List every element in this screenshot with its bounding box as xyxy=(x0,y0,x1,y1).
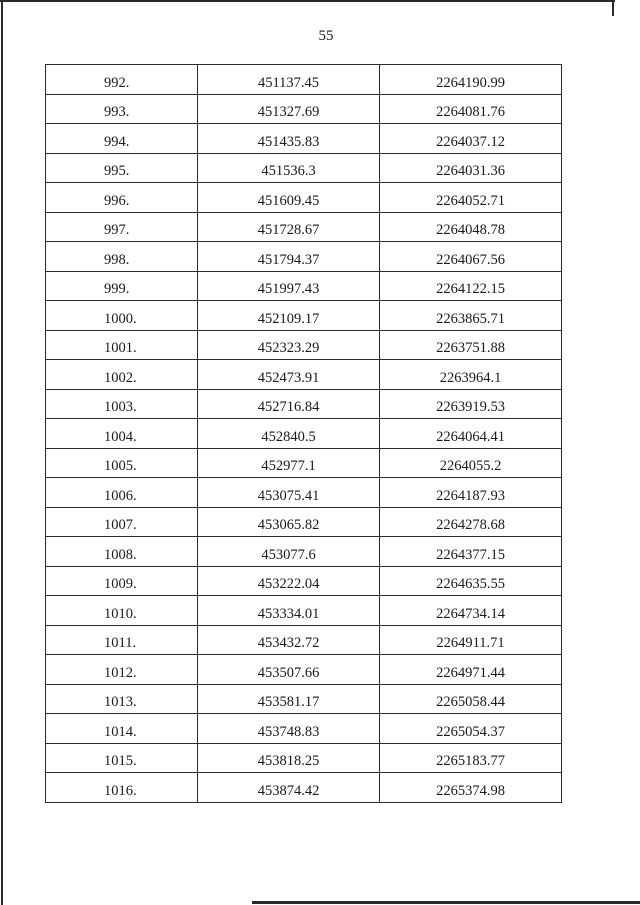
x-coordinate-cell: 453748.83 xyxy=(198,714,380,744)
x-coordinate-cell: 452323.29 xyxy=(198,330,380,360)
y-coordinate-cell: 2264064.41 xyxy=(380,419,562,449)
table-row xyxy=(46,65,562,95)
point-number-cell: 997. xyxy=(46,212,198,242)
x-coordinate-cell: 452109.17 xyxy=(198,301,380,331)
table-row xyxy=(46,537,562,567)
y-coordinate-cell: 2263964.1 xyxy=(380,360,562,390)
point-number-cell: 1015. xyxy=(46,743,198,773)
table-row xyxy=(46,183,562,213)
table-row xyxy=(46,507,562,537)
y-coordinate-cell: 2264081.76 xyxy=(380,94,562,124)
scan-edge-top xyxy=(0,0,615,2)
x-coordinate-cell: 451536.3 xyxy=(198,153,380,183)
y-coordinate-cell: 2264971.44 xyxy=(380,655,562,685)
y-coordinate-cell: 2265058.44 xyxy=(380,684,562,714)
y-coordinate-cell: 2264377.15 xyxy=(380,537,562,567)
x-coordinate-cell: 453581.17 xyxy=(198,684,380,714)
point-number-cell: 992. xyxy=(46,65,198,95)
page-number: 55 xyxy=(318,28,334,44)
point-number-cell: 1010. xyxy=(46,596,198,626)
y-coordinate-cell: 2265054.37 xyxy=(380,714,562,744)
x-coordinate-cell: 451997.43 xyxy=(198,271,380,301)
table-row xyxy=(46,478,562,508)
y-coordinate-cell: 2264122.15 xyxy=(380,271,562,301)
point-number-cell: 1013. xyxy=(46,684,198,714)
point-number-cell: 1005. xyxy=(46,448,198,478)
point-number-cell: 996. xyxy=(46,183,198,213)
y-coordinate-cell: 2264031.36 xyxy=(380,153,562,183)
y-coordinate-cell: 2264048.78 xyxy=(380,212,562,242)
x-coordinate-cell: 453874.42 xyxy=(198,773,380,803)
x-coordinate-cell: 452977.1 xyxy=(198,448,380,478)
x-coordinate-cell: 453222.04 xyxy=(198,566,380,596)
table-row xyxy=(46,773,562,803)
table-row xyxy=(46,655,562,685)
y-coordinate-cell: 2264278.68 xyxy=(380,507,562,537)
x-coordinate-cell: 453507.66 xyxy=(198,655,380,685)
x-coordinate-cell: 452840.5 xyxy=(198,419,380,449)
x-coordinate-cell: 451728.67 xyxy=(198,212,380,242)
table-row xyxy=(46,684,562,714)
x-coordinate-cell: 451327.69 xyxy=(198,94,380,124)
point-number-cell: 1007. xyxy=(46,507,198,537)
table-row xyxy=(46,212,562,242)
y-coordinate-cell: 2263865.71 xyxy=(380,301,562,331)
coordinates-table xyxy=(45,64,562,803)
x-coordinate-cell: 453818.25 xyxy=(198,743,380,773)
point-number-cell: 1001. xyxy=(46,330,198,360)
y-coordinate-cell: 2263751.88 xyxy=(380,330,562,360)
table-row xyxy=(46,330,562,360)
x-coordinate-cell: 451609.45 xyxy=(198,183,380,213)
point-number-cell: 1016. xyxy=(46,773,198,803)
y-coordinate-cell: 2264190.99 xyxy=(380,65,562,95)
point-number-cell: 1003. xyxy=(46,389,198,419)
table-row xyxy=(46,448,562,478)
y-coordinate-cell: 2265374.98 xyxy=(380,773,562,803)
point-number-cell: 1004. xyxy=(46,419,198,449)
y-coordinate-cell: 2264067.56 xyxy=(380,242,562,272)
x-coordinate-cell: 453075.41 xyxy=(198,478,380,508)
table-row xyxy=(46,625,562,655)
point-number-cell: 994. xyxy=(46,124,198,154)
table-row xyxy=(46,714,562,744)
x-coordinate-cell: 453334.01 xyxy=(198,596,380,626)
table-row xyxy=(46,271,562,301)
point-number-cell: 998. xyxy=(46,242,198,272)
scan-edge-left xyxy=(1,0,3,905)
y-coordinate-cell: 2264037.12 xyxy=(380,124,562,154)
x-coordinate-cell: 452473.91 xyxy=(198,360,380,390)
table-row xyxy=(46,124,562,154)
y-coordinate-cell: 2264734.14 xyxy=(380,596,562,626)
table-row xyxy=(46,242,562,272)
point-number-cell: 993. xyxy=(46,94,198,124)
table-row xyxy=(46,360,562,390)
x-coordinate-cell: 452716.84 xyxy=(198,389,380,419)
table-row xyxy=(46,153,562,183)
scan-edge-right xyxy=(612,0,614,16)
y-coordinate-cell: 2264052.71 xyxy=(380,183,562,213)
x-coordinate-cell: 451794.37 xyxy=(198,242,380,272)
point-number-cell: 1009. xyxy=(46,566,198,596)
point-number-cell: 1014. xyxy=(46,714,198,744)
x-coordinate-cell: 453432.72 xyxy=(198,625,380,655)
y-coordinate-cell: 2264187.93 xyxy=(380,478,562,508)
coordinates-table-body xyxy=(46,65,562,803)
point-number-cell: 1008. xyxy=(46,537,198,567)
table-row xyxy=(46,94,562,124)
y-coordinate-cell: 2264635.55 xyxy=(380,566,562,596)
table-row xyxy=(46,566,562,596)
point-number-cell: 1002. xyxy=(46,360,198,390)
y-coordinate-cell: 2264055.2 xyxy=(380,448,562,478)
table-row xyxy=(46,389,562,419)
table-row xyxy=(46,743,562,773)
x-coordinate-cell: 453065.82 xyxy=(198,507,380,537)
point-number-cell: 1011. xyxy=(46,625,198,655)
point-number-cell: 999. xyxy=(46,271,198,301)
point-number-cell: 995. xyxy=(46,153,198,183)
x-coordinate-cell: 453077.6 xyxy=(198,537,380,567)
scan-edge-bottom xyxy=(252,901,640,904)
x-coordinate-cell: 451435.83 xyxy=(198,124,380,154)
point-number-cell: 1000. xyxy=(46,301,198,331)
point-number-cell: 1006. xyxy=(46,478,198,508)
table-row xyxy=(46,419,562,449)
y-coordinate-cell: 2263919.53 xyxy=(380,389,562,419)
table-row xyxy=(46,301,562,331)
y-coordinate-cell: 2264911.71 xyxy=(380,625,562,655)
point-number-cell: 1012. xyxy=(46,655,198,685)
table-row xyxy=(46,596,562,626)
x-coordinate-cell: 451137.45 xyxy=(198,65,380,95)
y-coordinate-cell: 2265183.77 xyxy=(380,743,562,773)
